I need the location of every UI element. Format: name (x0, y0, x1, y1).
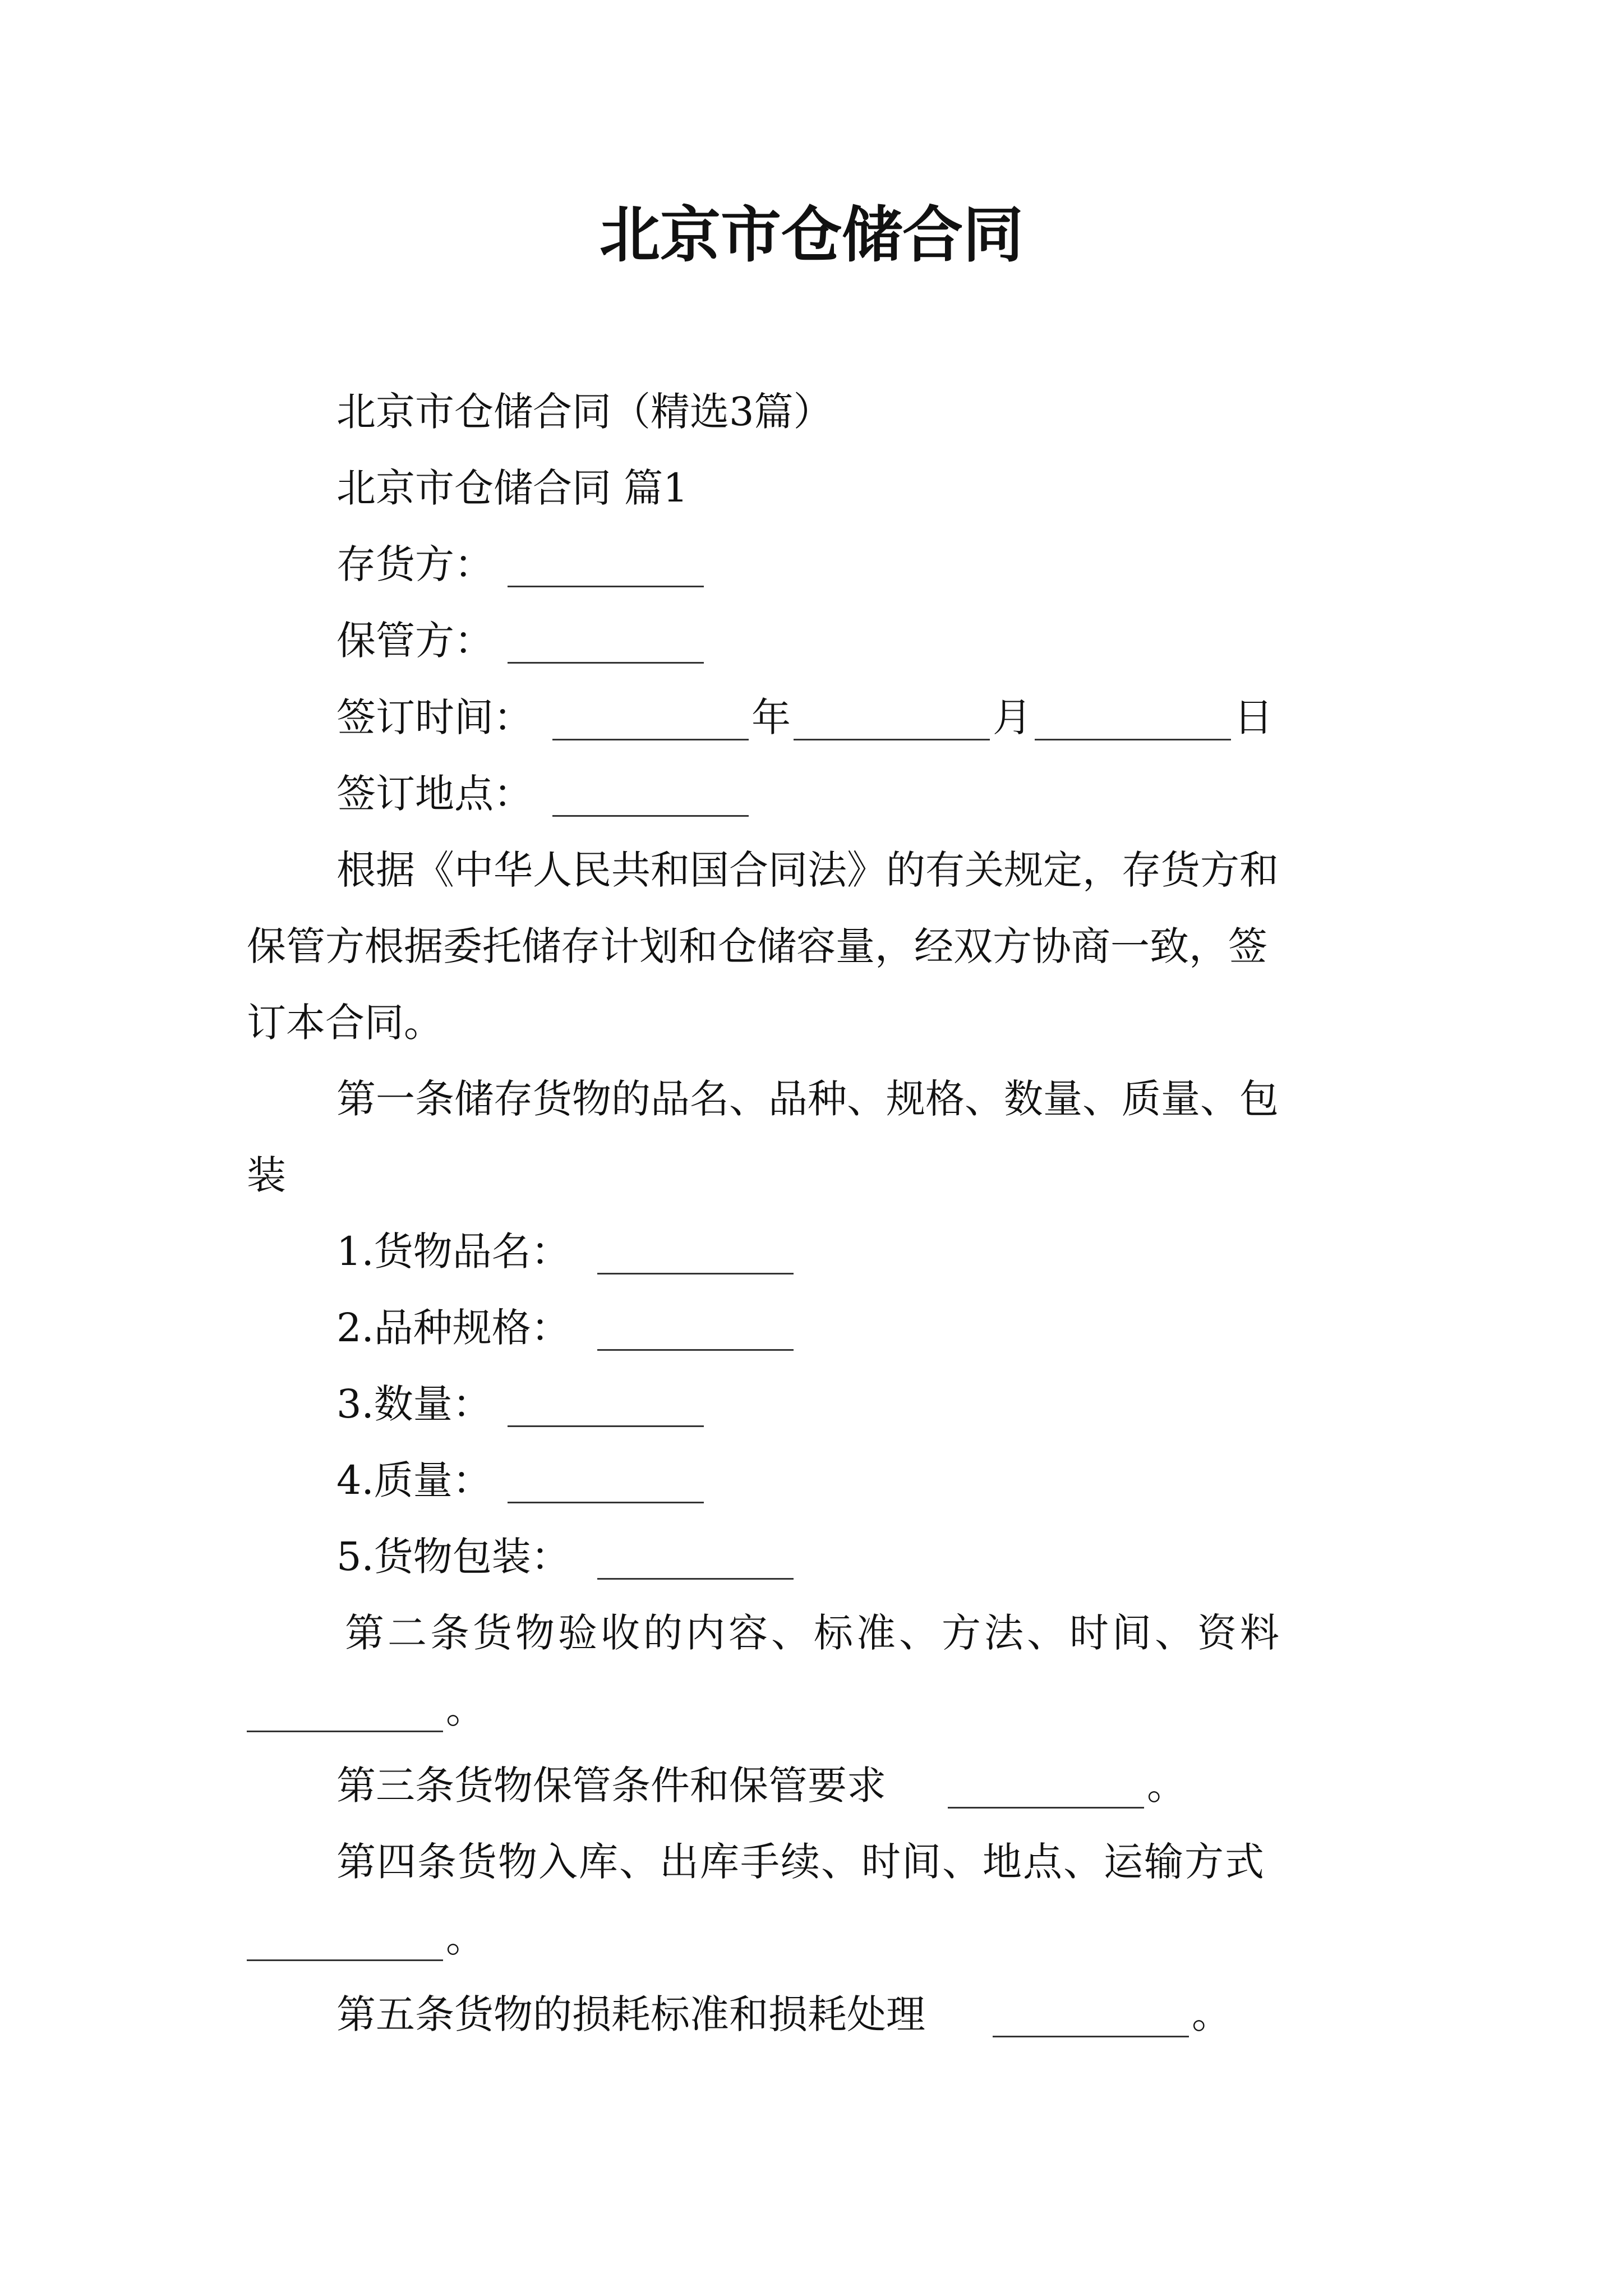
item-label-3: 3.数量： (336, 1381, 492, 1427)
depositor-blank (508, 586, 704, 587)
depositor-line (0, 526, 1623, 602)
preamble-line-1 (0, 832, 1623, 908)
year-label: 年 (751, 694, 791, 740)
article5-end: 。 (1192, 1991, 1231, 2037)
item-line-1 (0, 1213, 1623, 1290)
article2-text-2: 。 (446, 1686, 485, 1732)
preamble-line-3 (0, 984, 1623, 1061)
article5-text: 第五条货物的损耗标准和损耗处理 (336, 1991, 925, 2037)
year-blank (552, 739, 749, 740)
day-blank (1035, 739, 1231, 740)
item-blank-3 (508, 1425, 704, 1427)
item-label-5: 5.货物包装： (336, 1534, 570, 1580)
part-heading-line (0, 450, 1623, 526)
article5-line (0, 1976, 1623, 2053)
sign-time-line (0, 679, 1623, 756)
item-label-1: 1.货物品名： (336, 1228, 570, 1274)
article3-blank (948, 1807, 1144, 1809)
preamble-line-2 (0, 908, 1623, 984)
article4-text-1: 第四条货物入库、出库手续、时间、地点、运输方式 (336, 1839, 1265, 1885)
item-line-2 (0, 1290, 1623, 1366)
article3-end: 。 (1147, 1763, 1186, 1809)
preamble-text-3: 订本合同。 (247, 1000, 443, 1046)
item-label-2: 2.品种规格： (336, 1305, 570, 1351)
sign-place-blank (552, 815, 749, 817)
article1-text-2: 装 (247, 1152, 286, 1198)
subtitle-line (0, 374, 1623, 450)
sign-place-label: 签订地点： (336, 771, 533, 817)
article4-text-2: 。 (446, 1915, 485, 1961)
custodian-line (0, 602, 1623, 679)
document-title: 北京市仓储合同 (599, 200, 1023, 270)
day-label: 日 (1234, 694, 1273, 740)
article2-line-1 (0, 1595, 1623, 1671)
item-blank-4 (508, 1502, 704, 1503)
article1-line-1 (0, 1061, 1623, 1137)
item-blank-2 (597, 1349, 794, 1351)
article5-blank (993, 2036, 1189, 2037)
month-blank (794, 739, 990, 740)
subtitle: 北京市仓储合同（精选3篇） (336, 389, 833, 435)
sign-place-line (0, 756, 1623, 832)
item-line-4 (0, 1442, 1623, 1519)
article4-blank (247, 1959, 443, 1961)
depositor-label: 存货方： (336, 541, 494, 587)
preamble-text-2: 保管方根据委托储存计划和仓储容量，经双方协商一致，签 (247, 923, 1267, 969)
article2-text-1: 第二条货物验收的内容、标准、方法、时间、资料 (345, 1610, 1283, 1656)
part-heading: 北京市仓储合同 篇1 (336, 465, 688, 511)
article3-line (0, 1747, 1623, 1824)
sign-time-label: 签订时间： (336, 694, 533, 740)
article2-blank (247, 1731, 443, 1732)
item-line-5 (0, 1519, 1623, 1595)
custodian-label: 保管方： (336, 618, 494, 664)
article3-text: 第三条货物保管条件和保管要求 (336, 1763, 886, 1809)
month-label: 月 (993, 694, 1032, 740)
article1-line-2 (0, 1137, 1623, 1213)
item-line-3 (0, 1366, 1623, 1442)
item-label-4: 4.质量： (336, 1457, 492, 1503)
preamble-text-1: 根据《中华人民共和国合同法》的有关规定，存货方和 (336, 847, 1279, 893)
item-blank-5 (597, 1578, 794, 1580)
article2-line-2 (0, 1671, 1623, 1747)
article4-line-1 (0, 1824, 1623, 1900)
article4-line-2 (0, 1900, 1623, 1976)
article1-text-1: 第一条储存货物的品名、品种、规格、数量、质量、包 (336, 1076, 1279, 1122)
custodian-blank (508, 662, 704, 664)
item-blank-1 (597, 1273, 794, 1274)
